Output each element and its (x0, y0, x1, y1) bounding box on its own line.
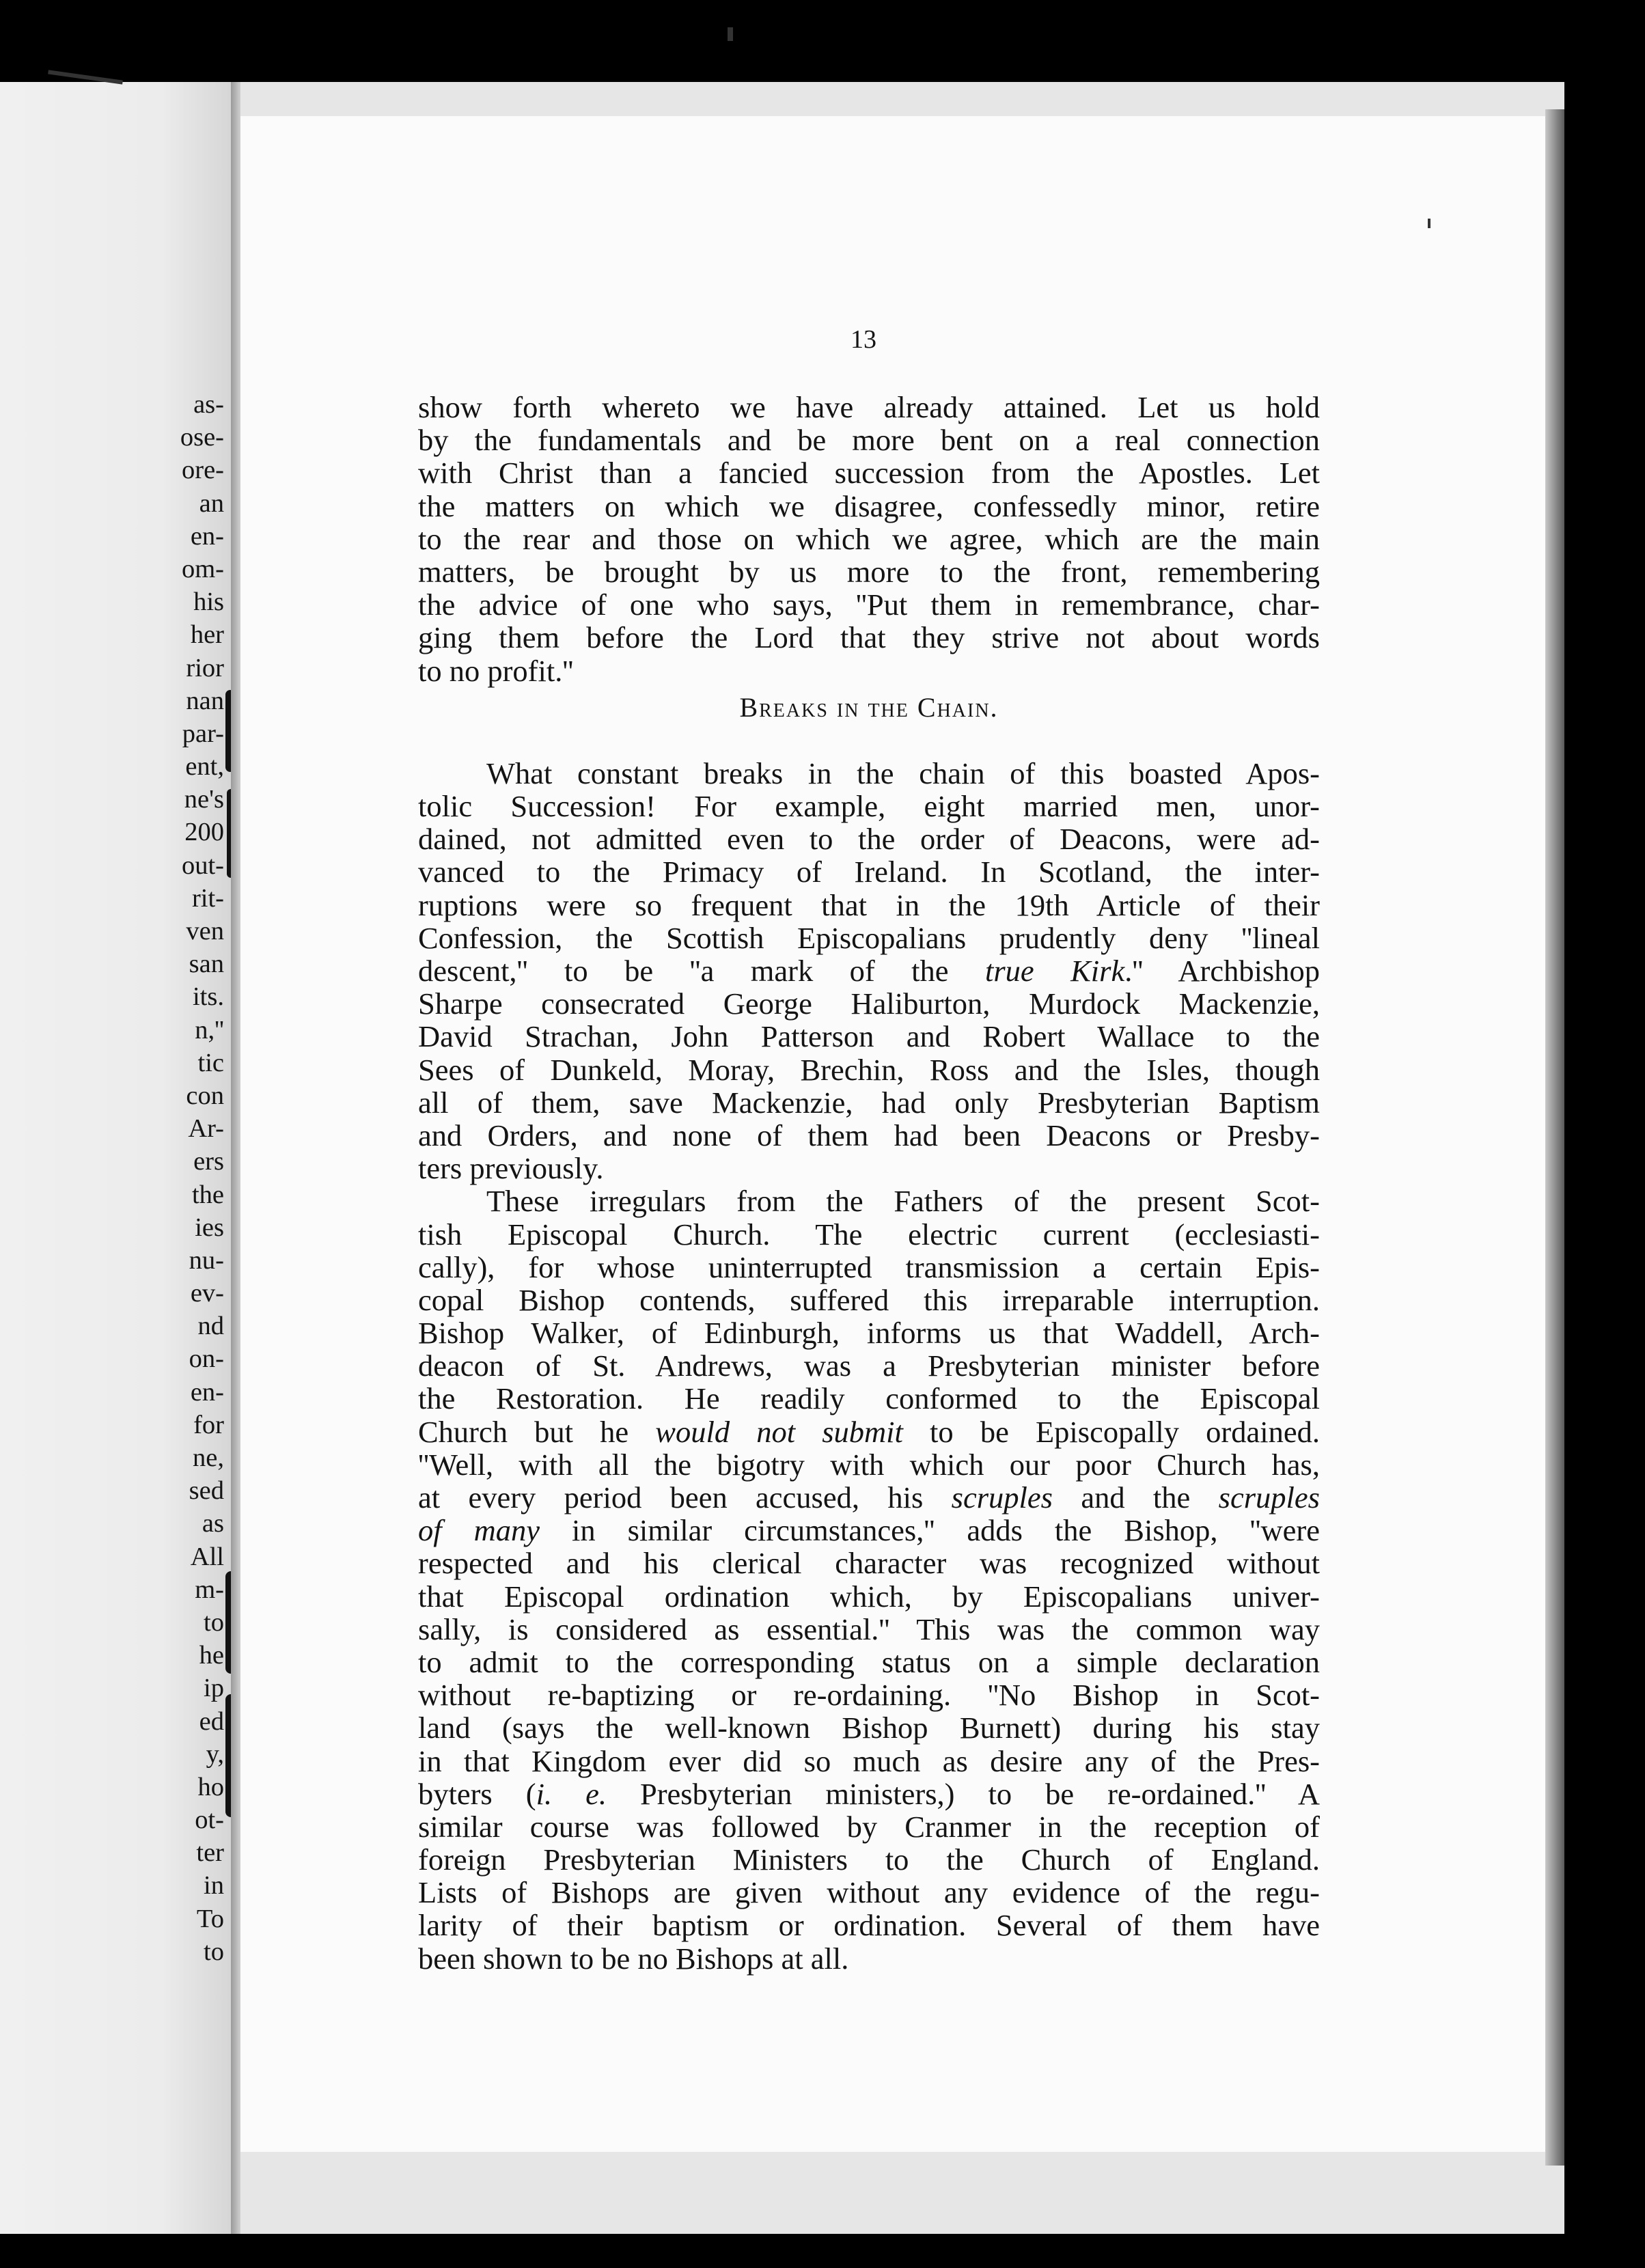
margin-fragment: her (190, 620, 224, 650)
margin-fragment: ers (193, 1147, 224, 1176)
text-line: ''Well, with all the bigotry with which our poor Church has, (418, 1447, 1320, 1482)
text-line: to admit to the corresponding status on a simple declaration (418, 1644, 1320, 1679)
left-page-text-fragments (0, 388, 231, 1968)
margin-fragment: m- (195, 1575, 224, 1604)
margin-fragment: the (191, 1180, 224, 1209)
left-page (0, 82, 231, 2234)
text-line: at every period been accused, his scruples and the scruples (418, 1480, 1320, 1515)
margin-fragment: rior (186, 653, 224, 682)
margin-fragment: to (204, 1937, 224, 1966)
margin-fragment: sed (189, 1476, 224, 1506)
margin-fragment: as- (193, 390, 224, 419)
margin-fragment: ed (199, 1706, 224, 1736)
text-line: the matters on which we disagree, confessedly minor, retire (418, 488, 1320, 523)
margin-fragment: n,'' (195, 1015, 224, 1045)
text-line: been shown to be no Bishops at all. (418, 1941, 849, 1976)
intro-paragraph (418, 391, 1320, 687)
text-line: Sharpe consecrated George Haliburton, Murdock Mackenzie, (418, 986, 1320, 1021)
text-line: the Restoration. He readily conformed to the Episcopal (418, 1381, 1320, 1416)
text-line: larity of their baptism or ordination. Several of them have (418, 1908, 1320, 1943)
book-gutter (231, 82, 240, 2234)
text-line: matters, be brought by us more to the front, remembering (418, 554, 1320, 589)
margin-fragment: y, (206, 1739, 224, 1769)
margin-fragment: ev- (190, 1279, 224, 1308)
text-line: the advice of one who says, ''Put them in remembrance, char- (418, 587, 1320, 622)
margin-fragment: an (199, 488, 224, 518)
text-line: of many in similar circumstances,'' adds the Bishop, ''were (418, 1513, 1320, 1548)
margin-fragment: san (189, 950, 224, 979)
text-line: tolic Succession! For example, eight married men, unor- (418, 789, 1320, 824)
text-line: What constant breaks in the chain of this boasted Apos- (486, 756, 1320, 790)
text-line: Sees of Dunkeld, Moray, Brechin, Ross and the Isles, though (418, 1052, 1320, 1087)
text-line: These irregulars from the Fathers of the present Scot- (486, 1184, 1320, 1219)
margin-fragment: ore- (182, 456, 224, 485)
margin-fragment: rit- (191, 883, 224, 913)
margin-fragment: as (202, 1509, 224, 1538)
text-line: byters (i. e. Presbyterian ministers,) to be re-ordained.'' A (418, 1776, 1320, 1811)
margin-fragment: ho (197, 1772, 224, 1801)
text-line: land (says the well-known Bishop Burnett) during his stay (418, 1711, 1320, 1745)
text-line: all of them, save Mackenzie, had only Presbyterian Baptism (418, 1085, 1320, 1120)
margin-fragment: Ar- (188, 1114, 224, 1144)
binding-mark (225, 1571, 231, 1674)
scan-speck (1428, 219, 1430, 228)
binding-mark (225, 1694, 231, 1817)
text-line: David Strachan, John Patterson and Robert Wallace to the (418, 1019, 1320, 1054)
text-line: cally), for whose uninterrupted transmission a certain Epis- (418, 1249, 1320, 1284)
margin-fragment: ot- (195, 1806, 224, 1835)
margin-fragment: par- (182, 719, 224, 748)
margin-fragment: ose- (180, 423, 224, 452)
text-line: copal Bishop contends, suffered this irreparable interruption. (418, 1282, 1320, 1317)
text-line: Church but he would not submit to be Episcopally ordained. (418, 1414, 1320, 1449)
margin-fragment: out- (181, 850, 224, 880)
section-heading: Breaks in the Chain. (739, 691, 999, 723)
margin-fragment: 200 (184, 818, 224, 847)
text-line: descent,'' to be ''a mark of the true Kirk.'' Archbishop (418, 954, 1321, 988)
paragraph-irregulars (418, 1185, 1320, 1975)
text-line: ging them before the Lord that they strive not about words (418, 620, 1320, 655)
text-line: respected and his clerical character was recognized without (418, 1546, 1320, 1581)
text-line: by the fundamentals and be more bent on a real connection (418, 423, 1320, 458)
text-line: Confession, the Scottish Episcopalians prudently deny ''lineal (418, 920, 1320, 955)
margin-fragment: ip (204, 1674, 224, 1703)
margin-fragment: to (204, 1607, 224, 1637)
text-line: ruptions were so frequent that in the 19th Article of their (418, 887, 1320, 922)
margin-fragment: nu- (189, 1245, 224, 1275)
text-line: Bishop Walker, of Edinburgh, informs us that Waddell, Arch- (418, 1316, 1320, 1351)
margin-fragment: his (193, 587, 224, 617)
margin-fragment: for (193, 1410, 224, 1439)
margin-fragment: tic (197, 1048, 224, 1077)
binding-mark (225, 690, 231, 772)
margin-fragment: All (190, 1542, 224, 1571)
text-line: show forth whereto we have already attained. Let us hold (418, 390, 1320, 424)
text-line: Lists of Bishops are given without any evidence of the regu- (418, 1875, 1320, 1910)
text-line: in that Kingdom ever did so much as desire any of the Pres- (418, 1743, 1320, 1778)
margin-fragment: nan (186, 686, 224, 715)
text-line: foreign Presbyterian Ministers to the Church of England. (418, 1842, 1320, 1877)
margin-fragment: ne's (184, 785, 224, 814)
margin-fragment: nd (197, 1312, 224, 1341)
margin-fragment: he (199, 1641, 224, 1670)
text-line: ters previously. (418, 1151, 604, 1186)
margin-fragment: on- (189, 1344, 224, 1374)
text-line: and Orders, and none of them had been Deacons or Presby- (418, 1118, 1320, 1152)
margin-fragment: ter (196, 1838, 224, 1868)
page-number: 13 (851, 325, 876, 354)
text-line: with Christ than a fancied succession from the Apostles. Let (418, 456, 1320, 490)
margin-fragment: en- (190, 1377, 224, 1407)
text-line: to no profit.'' (418, 653, 574, 688)
margin-fragment: ent, (185, 752, 224, 782)
text-line: dained, not admitted even to the order of Deacons, were ad- (418, 822, 1320, 857)
page-edge-shadow (1545, 109, 1564, 2166)
text-line: vanced to the Primacy of Ireland. In Scotland, the inter- (418, 855, 1320, 889)
scan-speck (728, 27, 733, 41)
margin-fragment: ven (186, 917, 224, 945)
margin-fragment: its. (192, 982, 224, 1012)
margin-fragment: ne, (193, 1443, 224, 1472)
paragraph-breaks-in-chain (418, 757, 1320, 1185)
body-text (418, 391, 1320, 1975)
margin-fragment: en- (190, 521, 224, 551)
margin-fragment: in (204, 1871, 224, 1900)
text-line: similar course was followed by Cranmer in the reception of (418, 1809, 1320, 1844)
text-line: to the rear and those on which we agree, which are the main (418, 521, 1320, 556)
text-line: without re-baptizing or re-ordaining. ''No Bishop in Scot- (418, 1678, 1320, 1713)
margin-fragment: To (196, 1904, 224, 1933)
text-line: tish Episcopal Church. The electric current (ecclesiasti- (418, 1217, 1320, 1251)
margin-fragment: om- (181, 554, 224, 583)
text-line: sally, is considered as essential.'' This was the common way (418, 1612, 1320, 1646)
text-line: deacon of St. Andrews, was a Presbyterian minister before (418, 1349, 1320, 1383)
margin-fragment: ies (195, 1213, 224, 1242)
margin-fragment: con (186, 1081, 224, 1110)
text-line: that Episcopal ordination which, by Episcopalians univer- (418, 1579, 1320, 1614)
